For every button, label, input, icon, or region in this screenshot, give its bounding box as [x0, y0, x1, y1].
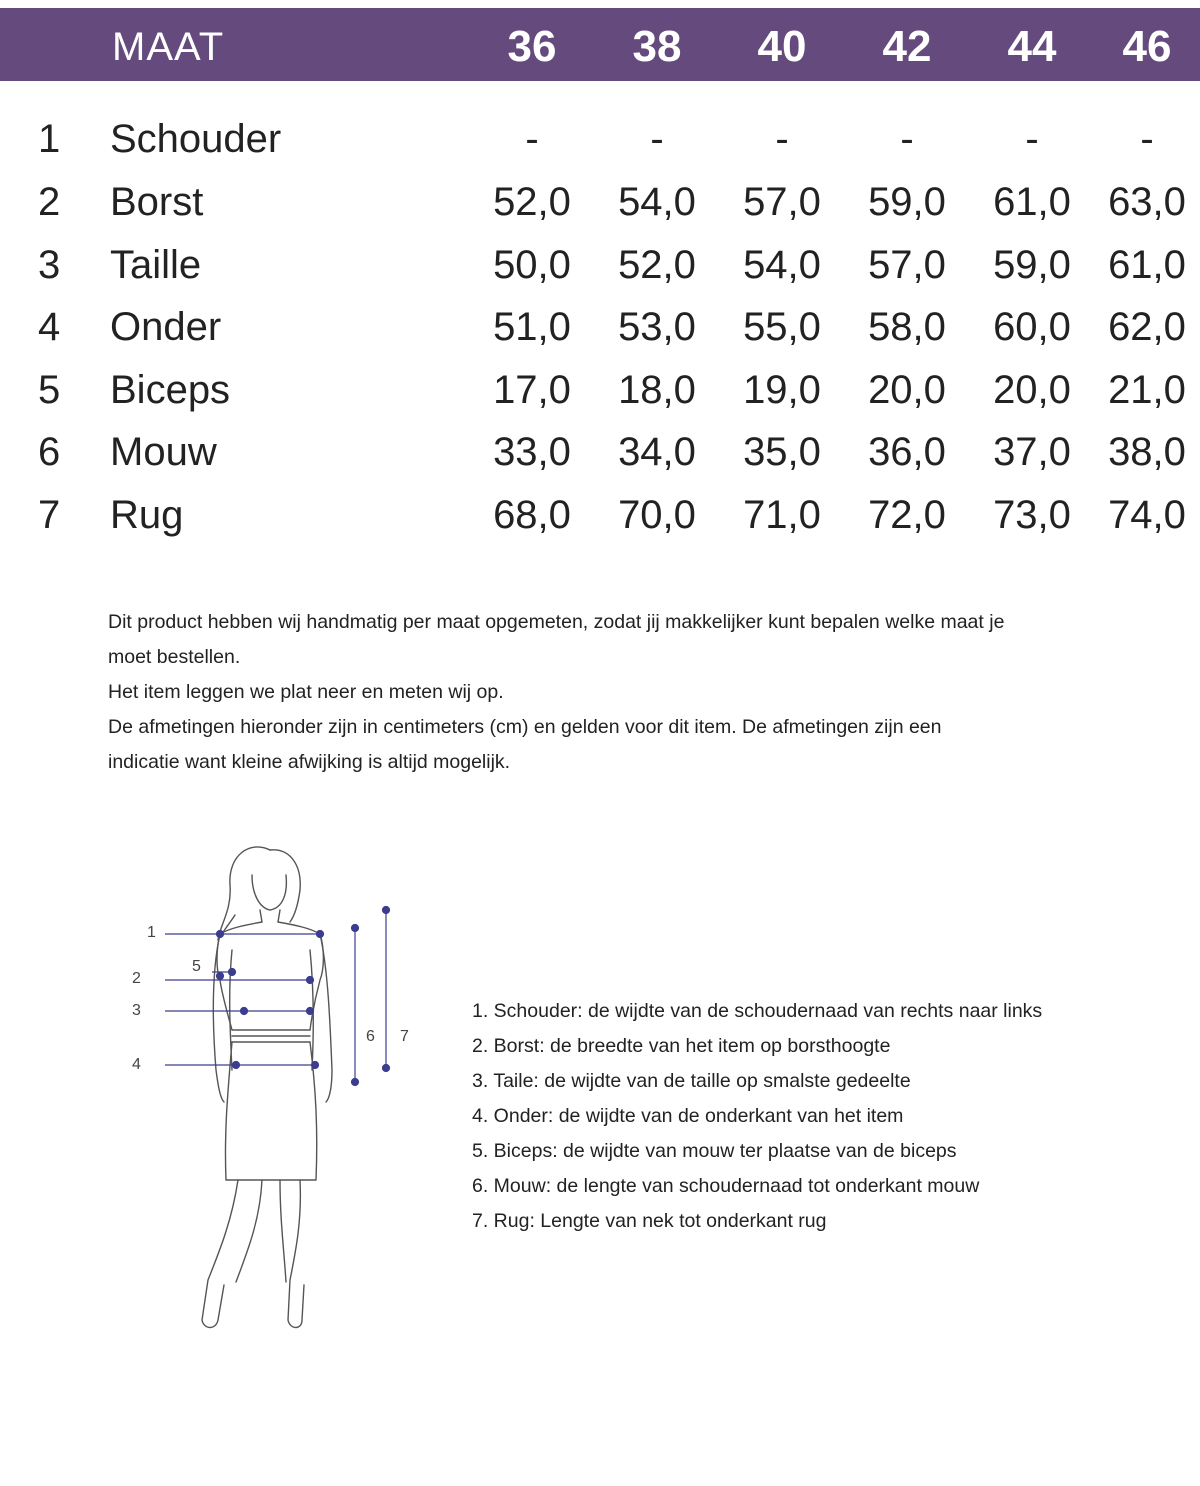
- row-label: Borst: [110, 180, 204, 224]
- row-number: 5: [38, 368, 61, 412]
- row-label: Mouw: [110, 430, 217, 474]
- legend-item: 2. Borst: de breedte van het item op borsthoogte: [472, 1035, 891, 1057]
- table-row: [0, 180, 1200, 240]
- cell-value: 36,0: [868, 430, 946, 474]
- size-header-label: MAAT: [112, 25, 225, 69]
- cell-value: 74,0: [1108, 493, 1186, 537]
- cell-value: -: [525, 117, 539, 161]
- cell-value: 20,0: [993, 368, 1071, 412]
- row-label: Rug: [110, 493, 184, 537]
- marker-1-label: 1: [147, 924, 156, 941]
- row-label: Taille: [110, 243, 202, 287]
- intro-line: Het item leggen we plat neer en meten wij op.: [108, 681, 504, 703]
- legend-item: 3. Taile: de wijdte van de taille op smalste gedeelte: [472, 1070, 911, 1092]
- cell-value: 60,0: [993, 305, 1071, 349]
- size-col-42: 42: [882, 22, 932, 71]
- legend-item: 6. Mouw: de lengte van schoudernaad tot onderkant mouw: [472, 1175, 980, 1197]
- cell-value: 62,0: [1108, 305, 1186, 349]
- cell-value: 57,0: [868, 243, 946, 287]
- intro-line: moet bestellen.: [108, 646, 241, 668]
- marker-5-label: 5: [192, 958, 201, 975]
- cell-value: 59,0: [868, 180, 946, 224]
- size-col-36: 36: [507, 22, 557, 71]
- table-row: [0, 117, 1200, 177]
- cell-value: 63,0: [1108, 180, 1186, 224]
- row-label: Schouder: [110, 117, 282, 161]
- marker-dot: [317, 931, 324, 938]
- cell-value: 33,0: [493, 430, 571, 474]
- cell-value: 52,0: [618, 243, 696, 287]
- legend-item: 4. Onder: de wijdte van de onderkant van het item: [472, 1105, 904, 1127]
- woman-outline-illustration: [120, 830, 440, 1350]
- row-label: Biceps: [110, 368, 231, 412]
- cell-value: -: [900, 117, 914, 161]
- marker-dot: [217, 931, 224, 938]
- row-number: 4: [38, 305, 61, 349]
- table-row: [0, 493, 1200, 553]
- cell-value: 21,0: [1108, 368, 1186, 412]
- legend-item: 7. Rug: Lengte van nek tot onderkant rug: [472, 1210, 827, 1232]
- cell-value: 35,0: [743, 430, 821, 474]
- cell-value: 54,0: [743, 243, 821, 287]
- legend-item: 1. Schouder: de wijdte van de schoudernaad van rechts naar links: [472, 1000, 1043, 1022]
- intro-line: indicatie want kleine afwijking is altijd mogelijk.: [108, 751, 511, 773]
- size-col-44: 44: [1007, 22, 1057, 71]
- cell-value: 52,0: [493, 180, 571, 224]
- cell-value: 57,0: [743, 180, 821, 224]
- intro-line: Dit product hebben wij handmatig per maat opgemeten, zodat jij makkelijker kunt bepalen welke maat je: [108, 611, 1005, 633]
- marker-2-label: 2: [132, 970, 141, 987]
- row-number: 7: [38, 493, 61, 537]
- legend-item: 5. Biceps: de wijdte van mouw ter plaatse van de biceps: [472, 1140, 957, 1162]
- row-number: 6: [38, 430, 61, 474]
- cell-value: 58,0: [868, 305, 946, 349]
- size-col-38: 38: [632, 22, 682, 71]
- cell-value: 61,0: [1108, 243, 1186, 287]
- cell-value: 53,0: [618, 305, 696, 349]
- marker-7-label: 7: [400, 1028, 409, 1045]
- table-row: [0, 305, 1200, 365]
- cell-value: 38,0: [1108, 430, 1186, 474]
- table-row: [0, 243, 1200, 303]
- cell-value: -: [1140, 117, 1154, 161]
- cell-value: 18,0: [618, 368, 696, 412]
- intro-text: [108, 605, 1108, 780]
- table-row: [0, 430, 1200, 490]
- cell-value: 19,0: [743, 368, 821, 412]
- size-header-bar: [0, 8, 1200, 81]
- row-label: Onder: [110, 305, 222, 349]
- table-row: [0, 368, 1200, 428]
- cell-value: -: [650, 117, 664, 161]
- cell-value: 20,0: [868, 368, 946, 412]
- cell-value: 34,0: [618, 430, 696, 474]
- cell-value: 73,0: [993, 493, 1071, 537]
- marker-4-label: 4: [132, 1056, 141, 1073]
- intro-line: De afmetingen hieronder zijn in centimeters (cm) en gelden voor dit item. De afmetingen zijn een: [108, 716, 942, 738]
- cell-value: 55,0: [743, 305, 821, 349]
- cell-value: 50,0: [493, 243, 571, 287]
- row-number: 2: [38, 180, 61, 224]
- cell-value: 68,0: [493, 493, 571, 537]
- cell-value: 71,0: [743, 493, 821, 537]
- size-col-40: 40: [757, 22, 807, 71]
- measurement-legend: [472, 994, 1172, 1239]
- cell-value: 17,0: [493, 368, 571, 412]
- cell-value: 72,0: [868, 493, 946, 537]
- cell-value: 51,0: [493, 305, 571, 349]
- cell-value: 59,0: [993, 243, 1071, 287]
- cell-value: 61,0: [993, 180, 1071, 224]
- cell-value: -: [775, 117, 789, 161]
- row-number: 3: [38, 243, 61, 287]
- cell-value: 70,0: [618, 493, 696, 537]
- cell-value: 37,0: [993, 430, 1071, 474]
- cell-value: -: [1025, 117, 1039, 161]
- size-col-46: 46: [1122, 22, 1172, 71]
- measurement-figure: [120, 830, 440, 1350]
- marker-6-label: 6: [366, 1028, 375, 1045]
- marker-3-label: 3: [132, 1002, 141, 1019]
- row-number: 1: [38, 117, 61, 161]
- cell-value: 54,0: [618, 180, 696, 224]
